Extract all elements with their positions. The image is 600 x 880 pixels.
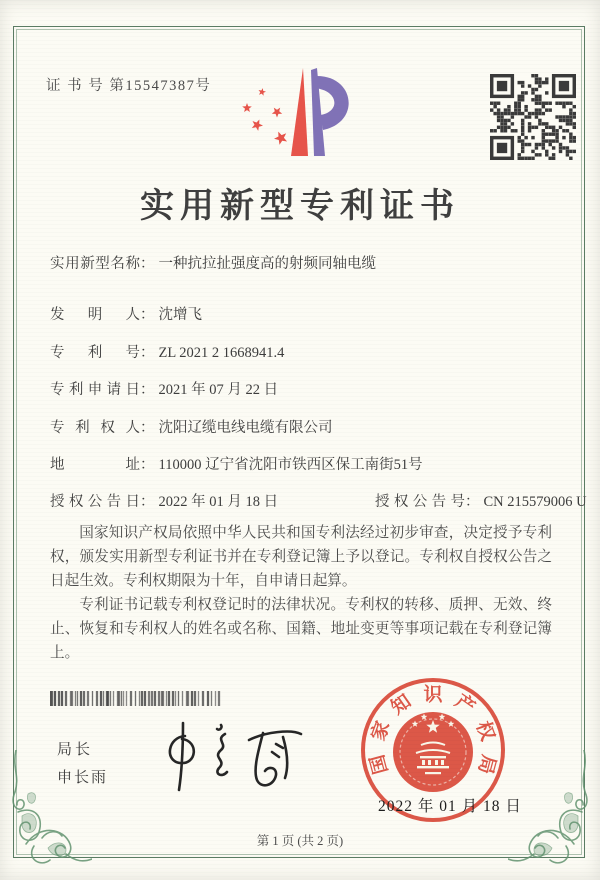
legal-paragraph: 专利证书记载专利权登记时的法律状况。专利权的转移、质押、无效、终止、恢复和专利权人的姓名或名称、国籍、地址变更等事项记载在专利登记簿上。 xyxy=(50,596,552,661)
field-value: 沈阳辽缆电线电缆有限公司 xyxy=(158,420,333,436)
legal-text-block xyxy=(50,522,552,666)
certificate-title: 实用新型专利证书 xyxy=(140,188,460,225)
field-inventor xyxy=(50,303,202,324)
page-number: 第 1 页 (共 2 页) xyxy=(256,834,344,848)
field-utility-model-name xyxy=(50,252,376,273)
handwritten-signature xyxy=(155,716,320,804)
field-label: 授权公告日 xyxy=(50,494,140,510)
qr-code xyxy=(490,74,576,160)
svg-text:权: 权 xyxy=(471,718,498,744)
barcode xyxy=(50,691,222,706)
officer-name: 申长雨 xyxy=(57,770,109,786)
certificate-number: 证 书 号 第15547387号 xyxy=(46,78,212,94)
svg-text:家: 家 xyxy=(368,718,395,744)
field-label: 地址 xyxy=(50,457,140,473)
field-colon: ： xyxy=(140,420,155,436)
field-label: 专利号 xyxy=(50,345,140,361)
field-label: 授权公告号 xyxy=(375,494,465,510)
field-value: 110000 辽宁省沈阳市铁西区保工南街51号 xyxy=(158,457,423,473)
field-label: 发明人 xyxy=(50,307,140,323)
seal-date: 2022 年 01 月 18 日 xyxy=(378,798,522,815)
svg-text:识: 识 xyxy=(423,684,443,706)
field-value: ZL 2021 2 1668941.4 xyxy=(158,345,285,361)
legal-paragraph: 国家知识产权局依照中华人民共和国专利法经过初步审查，决定授予专利权，颁发实用新型专利证书并在专利登记簿上予以登记。专利权自授权公告之日起生效。专利权期限为十年，自申请日起算。 xyxy=(50,525,552,589)
field-address xyxy=(50,453,423,474)
field-colon: ： xyxy=(140,494,155,510)
field-patentee xyxy=(50,416,333,437)
svg-text:国: 国 xyxy=(367,752,393,777)
field-grant-number xyxy=(375,490,587,511)
field-value: 一种抗拉扯强度高的射频同轴电缆 xyxy=(158,256,376,272)
field-colon: ： xyxy=(140,457,155,473)
field-colon: ： xyxy=(140,256,155,272)
cnipa-logo-icon xyxy=(233,62,373,166)
svg-text:局: 局 xyxy=(473,752,499,777)
field-value: 2021 年 07 月 22 日 xyxy=(158,382,279,398)
field-label: 专利申请日 xyxy=(50,382,140,398)
field-filing-date xyxy=(50,378,278,399)
logo-spire xyxy=(291,68,308,156)
field-label: 实用新型名称 xyxy=(50,256,140,272)
field-value: 沈增飞 xyxy=(158,307,202,323)
field-patent-number xyxy=(50,341,284,362)
field-colon: ： xyxy=(465,494,480,510)
field-colon: ： xyxy=(140,345,155,361)
field-grant-date xyxy=(50,494,278,510)
officer-title: 局长 xyxy=(57,742,94,758)
svg-text:产: 产 xyxy=(450,690,479,719)
field-colon: ： xyxy=(140,382,155,398)
field-grant-row xyxy=(50,490,587,511)
svg-text:知: 知 xyxy=(387,690,416,719)
field-label: 专利权人 xyxy=(50,420,140,436)
national-emblem-icon xyxy=(393,712,473,792)
field-value: 2022 年 01 月 18 日 xyxy=(158,494,279,510)
field-value: CN 215579006 U xyxy=(483,494,587,510)
field-colon: ： xyxy=(140,307,155,323)
